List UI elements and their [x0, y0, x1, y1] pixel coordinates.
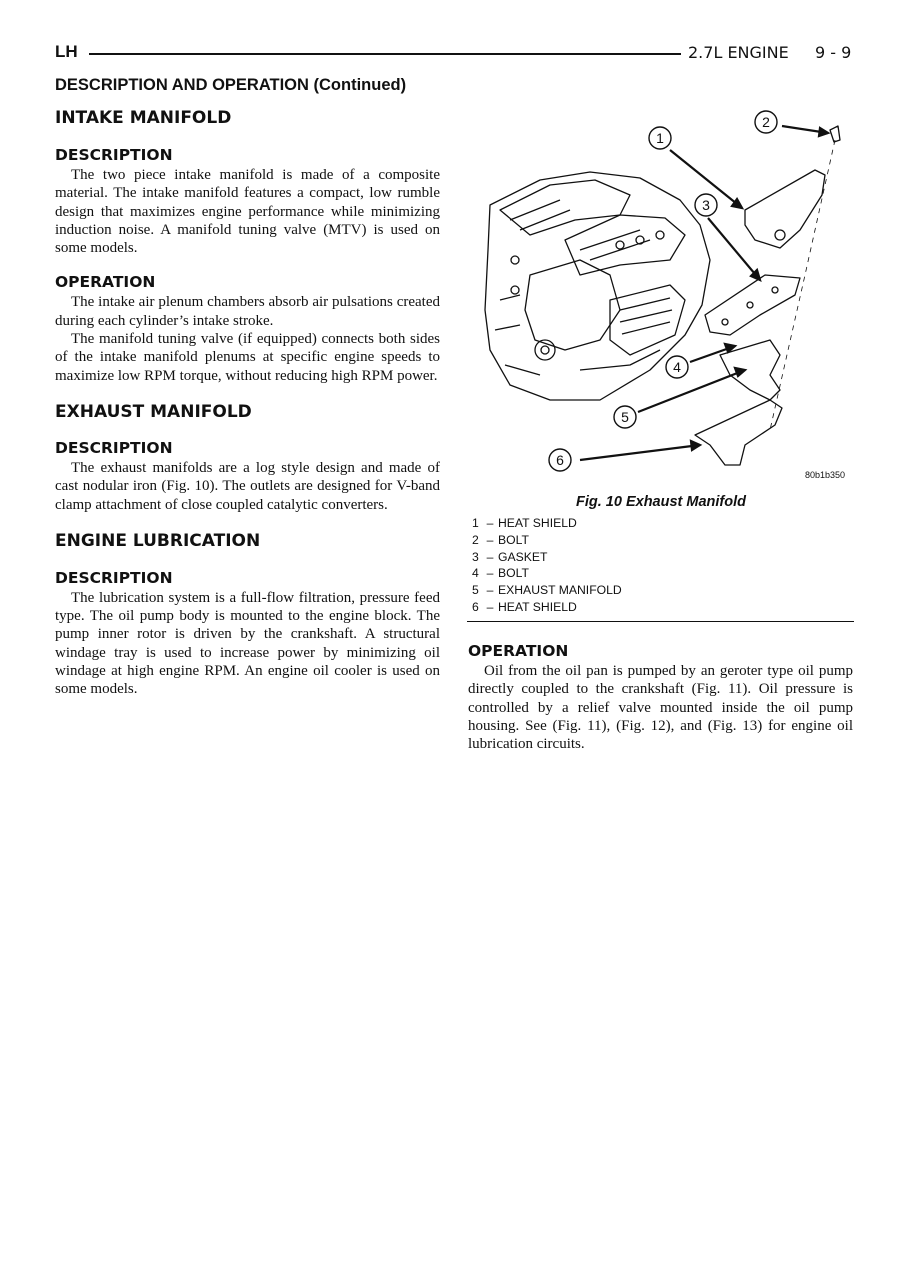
legend-num: 5: [472, 583, 479, 598]
figure-rule: [467, 621, 854, 622]
legend-item: [472, 599, 622, 616]
legend-label: BOLT: [498, 532, 529, 547]
legend-dash: –: [486, 516, 494, 530]
lubrication-description-heading: DESCRIPTION: [55, 568, 173, 587]
legend-dash: –: [486, 583, 494, 598]
legend-item: [472, 515, 622, 532]
figure-legend: [472, 515, 622, 616]
running-header-left: LH: [55, 42, 78, 61]
lower-heat-shield: [695, 400, 782, 465]
legend-label: EXHAUST MANIFOLD: [498, 583, 622, 598]
legend-num: 3: [472, 549, 479, 564]
legend-item: [472, 565, 622, 582]
lubrication-operation-heading: OPERATION: [468, 642, 569, 660]
intake-operation-text-1: The intake air plenum chambers absorb air pulsations created during each cylinder’s intake stroke.: [55, 294, 440, 329]
running-header-section: 2.7L ENGINE: [688, 43, 789, 62]
legend-dash: –: [486, 532, 494, 547]
intake-operation-heading: OPERATION: [55, 273, 156, 292]
legend-label: GASKET: [498, 549, 548, 564]
lubrication-description-text: The lubrication system is a full-flow filtration, pressure feed type. The oil pump body is mounted to the engine block. The pump inner rotor is driven by the crankshaft. A structural windage tray is used to increase power by minimizing oil windage at high engine RPM. An engine oil cooler is used on some models.: [55, 589, 440, 698]
legend-num: 4: [472, 566, 479, 581]
legend-num: 1: [472, 516, 479, 530]
callout-4-label: 4: [673, 359, 681, 375]
legend-label: BOLT: [498, 566, 529, 581]
legend-item: [472, 532, 622, 549]
intake-manifold-title: INTAKE MANIFOLD: [55, 108, 232, 128]
legend-dash: –: [486, 599, 494, 614]
exhaust-manifold-figure: [470, 100, 852, 486]
lubrication-operation-text: Oil from the oil pan is pumped by an geroter type oil pump directly coupled to the crankshaft (Fig. 11). Oil pressure is controlled by a relief valve mounted inside the oil pump housing. See (Fig. 11), (Fig. 12), and (Fig. 13) for engine oil lubrication circuits.: [468, 663, 853, 753]
left-column: [55, 106, 440, 699]
callout-2-label: 2: [762, 114, 770, 130]
legend-num: 6: [472, 599, 479, 614]
callout-5-label: 5: [621, 409, 629, 425]
page-number: 9 - 9: [815, 43, 852, 62]
legend-item: [472, 549, 622, 566]
continued-title: DESCRIPTION AND OPERATION (Continued): [55, 76, 407, 94]
exhaust-manifold-title: EXHAUST MANIFOLD: [55, 401, 252, 422]
intake-description-heading: DESCRIPTION: [55, 146, 173, 164]
figure-id: 80b1b350: [805, 470, 846, 480]
legend-num: 2: [472, 532, 479, 547]
callout-6-label: 6: [556, 452, 564, 468]
legend-item: [472, 582, 622, 599]
engine-lubrication-title: ENGINE LUBRICATION: [55, 530, 261, 551]
bolt-drawing: [830, 126, 840, 142]
legend-label: HEAT SHIELD: [498, 599, 577, 614]
right-column: [468, 640, 853, 753]
legend-dash: –: [486, 566, 494, 581]
legend-dash: –: [486, 549, 494, 564]
intake-operation-text-2: The manifold tuning valve (if equipped) connects both sides of the intake manifold plenums at specific engine speeds to maximize low RPM torque, without reducing high RPM power.: [55, 331, 440, 384]
cam-cover-right: [565, 215, 685, 275]
cam-cover-left: [500, 180, 630, 235]
header-rule: [89, 53, 681, 55]
exhaust-manifold-illustration: [470, 100, 852, 486]
exhaust-description-heading: DESCRIPTION: [55, 438, 173, 457]
intake-description-text: The two piece intake manifold is made of a composite material. The intake manifold features a compact, low rumble design that maximizes engine performance while minimizing induction noise. A manifold tuning valve (MTV) is used on some models.: [55, 167, 440, 257]
exhaust-description-text: The exhaust manifolds are a log style design and made of cast nodular iron (Fig. 10). The outlets are designed for V-band clamp attachment of close coupled catalytic converters.: [55, 459, 440, 513]
callout-3-label: 3: [702, 197, 710, 213]
legend-label: HEAT SHIELD: [498, 516, 577, 530]
callout-1-label: 1: [656, 130, 664, 146]
figure-caption: Fig. 10 Exhaust Manifold: [576, 494, 746, 510]
